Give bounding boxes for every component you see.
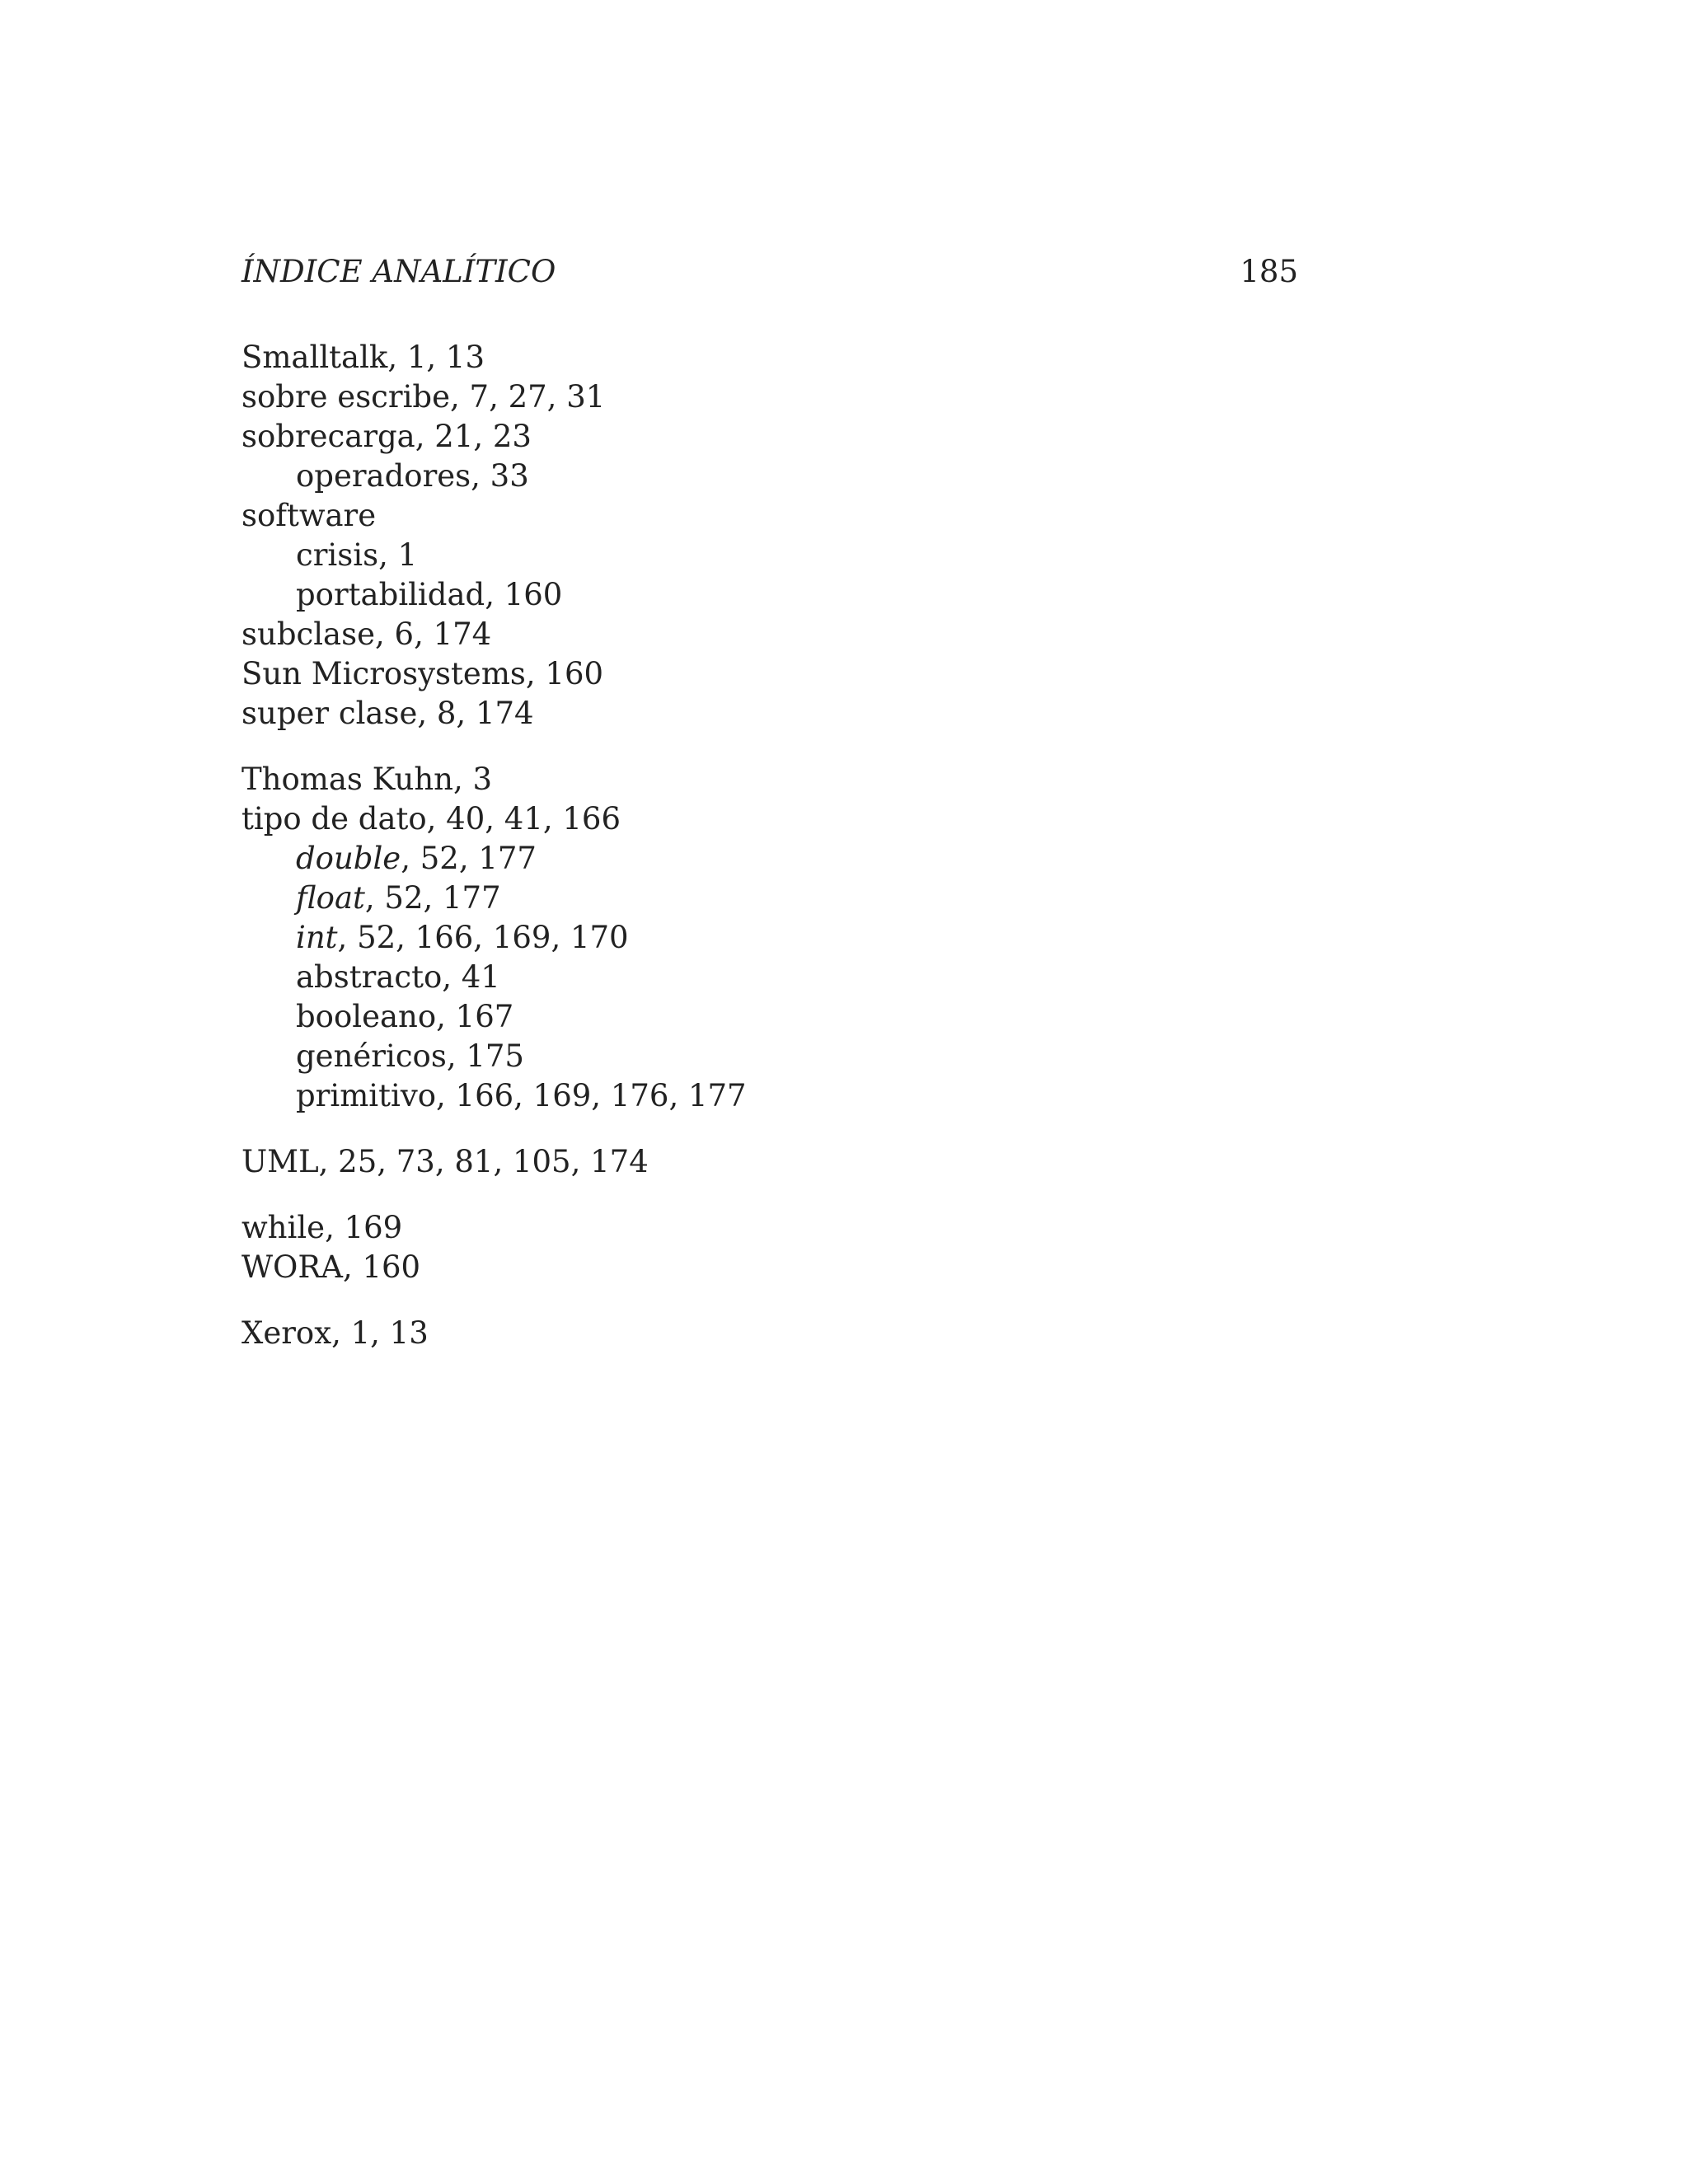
index-term: Thomas Kuhn [241, 762, 453, 797]
index-subentry [241, 997, 1231, 1037]
index-entry [241, 1248, 1231, 1287]
index-subentry [241, 457, 1231, 496]
index-term: tipo de dato [241, 801, 427, 837]
index-pages: , 25, 73, 81, 105, 174 [318, 1144, 649, 1179]
index-pages: , 1, 13 [331, 1315, 429, 1351]
index-pages: , 52, 166, 169, 170 [337, 920, 629, 955]
index-entry [241, 1208, 1231, 1248]
index-term: software [241, 498, 377, 533]
index-term: Xerox [241, 1315, 332, 1351]
index-subentry [241, 1076, 1231, 1116]
index-list [241, 338, 1231, 1380]
index-pages: , 7, 27, 31 [450, 379, 606, 415]
index-subentry [241, 879, 1231, 918]
index-pages: , 6, 174 [375, 616, 492, 652]
index-entry [241, 654, 1231, 694]
index-subentry [241, 536, 1231, 575]
index-entry [241, 1142, 1231, 1182]
index-term: portabilidad [296, 577, 485, 612]
index-entry [241, 338, 1231, 377]
index-term: while [241, 1210, 326, 1245]
index-subentry [241, 575, 1231, 615]
index-subentry [241, 1037, 1231, 1076]
index-pages: , 167 [436, 999, 514, 1034]
index-pages: , 52, 177 [401, 841, 537, 876]
index-group [241, 760, 1231, 1116]
index-term: primitivo [296, 1078, 437, 1113]
index-term: UML [241, 1144, 319, 1179]
index-group [241, 338, 1231, 733]
index-term: int [296, 920, 338, 955]
index-term: booleano [296, 999, 437, 1034]
running-head [241, 247, 1298, 297]
index-term: genéricos [296, 1038, 447, 1074]
index-entry [241, 377, 1231, 417]
index-pages: , 41 [442, 959, 500, 995]
index-pages: , 169 [325, 1210, 403, 1245]
index-term: Smalltalk [241, 340, 388, 375]
index-term: subclase [241, 616, 376, 652]
index-pages: , 175 [446, 1038, 524, 1074]
index-term: Sun Microsystems [241, 656, 526, 691]
page-number: 185 [1240, 254, 1298, 289]
index-pages: , 21, 23 [415, 419, 532, 454]
index-pages: , 8, 174 [417, 696, 534, 731]
index-pages: , 52, 177 [364, 880, 501, 916]
index-entry [241, 1314, 1231, 1353]
index-term: WORA [241, 1249, 343, 1285]
index-pages: , 160 [525, 656, 604, 691]
index-subentry [241, 918, 1231, 958]
index-entry [241, 417, 1231, 457]
running-title: ÍNDICE ANALÍTICO [241, 254, 556, 289]
index-pages: , 1 [378, 537, 418, 573]
index-pages: , 33 [471, 458, 529, 494]
index-group [241, 1142, 1231, 1182]
index-pages: , 160 [342, 1249, 421, 1285]
index-entry [241, 496, 1231, 536]
index-pages: , 40, 41, 166 [426, 801, 621, 837]
index-entry [241, 694, 1231, 733]
index-term: crisis [296, 537, 379, 573]
index-term: double [296, 841, 401, 876]
index-term: float [296, 880, 365, 916]
index-group [241, 1208, 1231, 1287]
index-pages: , 166, 169, 176, 177 [436, 1078, 747, 1113]
index-entry [241, 615, 1231, 654]
index-entry [241, 799, 1231, 839]
index-term: sobre escribe [241, 379, 451, 415]
index-subentry [241, 958, 1231, 997]
index-term: operadores [296, 458, 471, 494]
index-pages: , 1, 13 [387, 340, 485, 375]
index-entry [241, 760, 1231, 799]
index-subentry [241, 839, 1231, 879]
index-term: sobrecarga [241, 419, 415, 454]
index-term: super clase [241, 696, 418, 731]
index-pages: , 160 [485, 577, 563, 612]
index-pages: , 3 [453, 762, 493, 797]
index-term: abstracto [296, 959, 443, 995]
index-group [241, 1314, 1231, 1353]
